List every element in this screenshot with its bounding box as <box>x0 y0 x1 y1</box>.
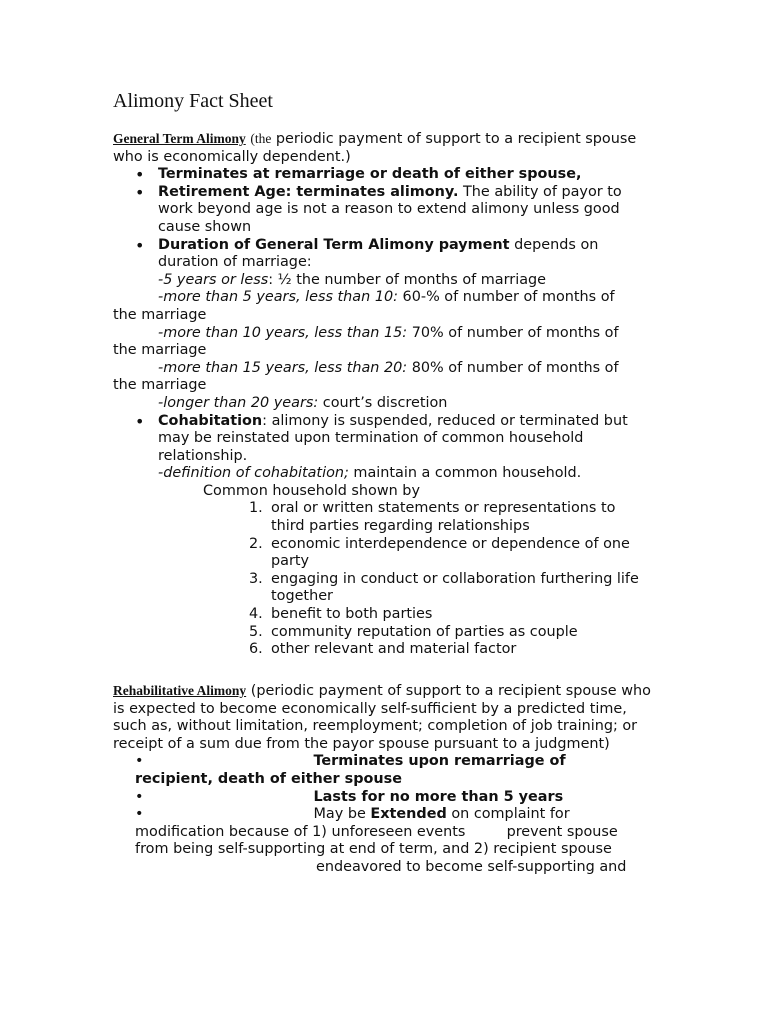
cohabitation-bullets <box>113 413 653 466</box>
general-term-section <box>113 130 653 659</box>
list-item <box>113 237 653 272</box>
rehab-bullet-3-line-3: from being self-supporting at end of term, and 2) recipient spouse <box>135 841 612 858</box>
intro-small: (the <box>250 131 272 146</box>
bullet-cohabitation-text: : alimony is suspended, reduced or terminated but may be reinstated upon termination of common household relationship. <box>158 412 628 464</box>
list-item <box>113 641 653 659</box>
bullet-retirement-bold: Retirement Age: terminates alimony. <box>158 183 459 200</box>
list-item-text: benefit to both parties <box>271 606 433 623</box>
duration-line-2-tail: the marriage <box>113 306 207 323</box>
bullet-duration-text: depends on duration of marriage: <box>158 236 599 271</box>
rehab-bullet-3-line-4: endeavored to become self-supporting and <box>316 858 627 875</box>
bullet-duration-bold: Duration of General Term Alimony payment <box>158 236 510 253</box>
bullet-glyph: • <box>135 753 144 770</box>
rehab-bullet-3-line-2: modification because of 1) unforeseen events prevent spouse <box>135 823 618 840</box>
list-item-text: economic interdependence or dependence of one party <box>271 535 630 570</box>
bullet-glyph: • <box>135 806 144 823</box>
duration-line-3-tail: the marriage <box>113 342 207 359</box>
duration-line-3 <box>113 325 653 343</box>
duration-line-2 <box>113 289 653 307</box>
list-item <box>113 500 653 535</box>
definition-text: maintain a common household. <box>348 465 582 482</box>
list-number: 5. <box>249 623 263 640</box>
rehab-extended-suffix: on complaint for <box>446 806 570 823</box>
list-number: 6. <box>249 641 263 658</box>
rehab-duration-bold: Lasts for no more than 5 years <box>313 788 564 805</box>
rehab-terminates-bold: Terminates upon remarriage of <box>313 753 566 770</box>
duration-label: -more than 5 years, less than 10: <box>158 289 398 306</box>
list-item-text: oral or written statements or representations to third parties regarding relationships <box>271 500 616 535</box>
intro-rest: periodic payment of support to a recipient spouse who is economically dependent.) <box>113 131 637 165</box>
duration-line-4 <box>113 360 653 378</box>
duration-label: -more than 15 years, less than 20: <box>158 359 408 376</box>
duration-value: 60-% of number of months of <box>397 289 615 306</box>
duration-label: -5 years or less <box>158 271 269 288</box>
rehab-bullet-3 <box>113 806 653 824</box>
list-item <box>113 413 653 466</box>
list-item <box>113 624 653 642</box>
list-number: 1. <box>249 500 263 517</box>
rehabilitative-intro-text: (periodic payment of support to a recipient spouse who is expected to become economically self-sufficient by a predicted time, such as, without limitation, reemployment; completion of job training; or receipt of a sum due from the payor spouse pursuant to a judgment) <box>113 683 651 752</box>
list-item <box>113 571 653 606</box>
rehab-extended-prefix: May be <box>313 806 371 823</box>
list-number: 2. <box>249 535 263 552</box>
duration-label: -longer than 20 years: <box>158 394 319 411</box>
rehabilitative-heading: Rehabilitative Alimony <box>113 683 247 698</box>
definition-label: -definition of cohabitation; <box>158 465 349 482</box>
list-item <box>113 166 653 184</box>
household-factors-list <box>113 500 653 658</box>
list-item <box>113 184 653 237</box>
list-item-text: other relevant and material factor <box>271 641 517 658</box>
bullet-glyph: • <box>135 788 144 805</box>
duration-line-1 <box>113 272 653 290</box>
bullet-retirement-text: The ability of payor to work beyond age is not a reason to extend alimony unless good cause shown <box>158 183 622 235</box>
document-title: Alimony Fact Sheet <box>113 90 273 112</box>
duration-line-4-tail: the marriage <box>113 377 207 394</box>
list-number: 3. <box>249 570 263 587</box>
rehab-bullet-1 <box>113 753 653 771</box>
duration-line-5 <box>113 395 653 413</box>
general-term-bullets <box>113 166 653 272</box>
duration-value: 70% of number of months of <box>407 324 619 341</box>
list-item-text: engaging in conduct or collaboration furthering life together <box>271 570 639 605</box>
rehab-bullet-2 <box>113 789 653 807</box>
duration-value: court’s discretion <box>318 394 448 411</box>
duration-value: 80% of number of months of <box>407 359 619 376</box>
duration-value: : ½ the number of months of marriage <box>268 271 547 288</box>
general-term-intro <box>113 130 653 166</box>
cohabitation-definition <box>113 465 653 483</box>
rehab-extended-bold: Extended <box>370 806 447 823</box>
list-item <box>113 606 653 624</box>
list-item <box>113 536 653 571</box>
rehabilitative-intro <box>113 682 653 753</box>
bullet-termination: Terminates at remarriage or death of either spouse, <box>158 166 582 183</box>
duration-label: -more than 10 years, less than 15: <box>158 324 408 341</box>
bullet-cohabitation-bold: Cohabitation <box>158 412 263 429</box>
rehab-bullet-1-tail: recipient, death of either spouse <box>135 770 402 787</box>
list-number: 4. <box>249 606 263 623</box>
common-household-shown-by: Common household shown by <box>203 482 420 499</box>
rehabilitative-section <box>113 682 653 877</box>
general-term-heading: General Term Alimony <box>113 131 246 146</box>
list-item-text: community reputation of parties as couple <box>271 623 578 640</box>
